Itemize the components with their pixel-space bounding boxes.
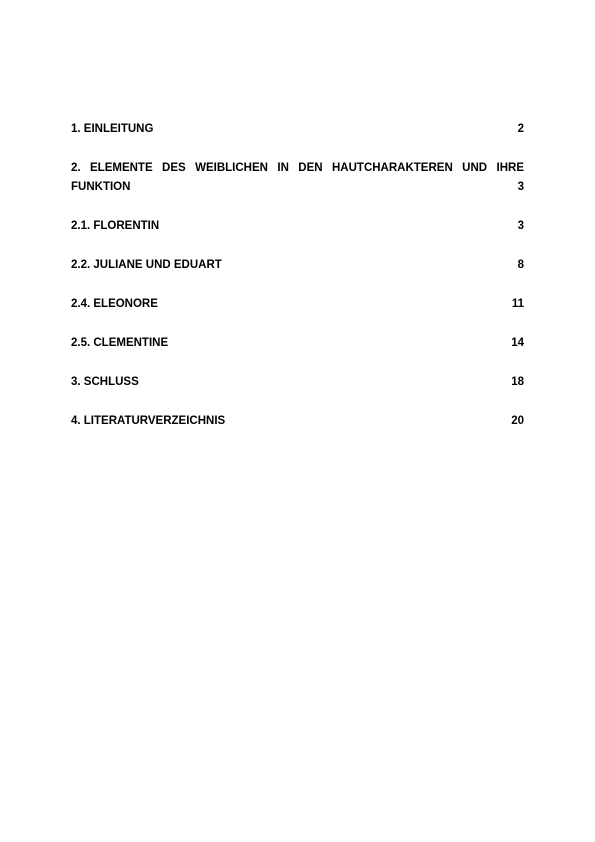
toc-entry-juliane-und-eduart[interactable] [71, 256, 524, 275]
toc-entry-title: 4. LITERATURVERZEICHNIS [71, 415, 226, 427]
toc-entry-florentin[interactable] [71, 217, 524, 236]
toc-entry-title: 2.5. CLEMENTINE [71, 337, 169, 349]
toc-entry-eleonore[interactable] [71, 295, 524, 314]
table-of-contents [71, 120, 524, 451]
toc-entry-page: 14 [511, 337, 524, 349]
toc-entry-page: 2 [517, 123, 524, 135]
toc-entry-page: 8 [517, 259, 524, 271]
toc-entry-page: 18 [511, 376, 524, 388]
toc-entry-page: 11 [511, 298, 524, 310]
toc-entry-line2 [71, 178, 524, 197]
toc-entry-einleitung[interactable] [71, 120, 524, 139]
toc-entry-title: 3. SCHLUSS [71, 376, 139, 388]
toc-entry-title: 2.1. FLORENTIN [71, 220, 160, 232]
toc-entry-page: 3 [517, 181, 524, 193]
toc-entry-clementine[interactable] [71, 334, 524, 353]
toc-entry-page: 20 [511, 415, 524, 427]
toc-entry-page: 3 [517, 220, 524, 232]
toc-entry-schluss[interactable] [71, 373, 524, 392]
toc-entry-title: 2.2. JULIANE UND EDUART [71, 259, 222, 271]
toc-entry-title: 1. EINLEITUNG [71, 123, 154, 135]
toc-entry-title-line2: FUNKTION [71, 181, 131, 193]
toc-entry-title: 2.4. ELEONORE [71, 298, 158, 310]
toc-entry-elemente[interactable] [71, 159, 524, 197]
toc-entry-title-line1: 2. ELEMENTE DES WEIBLICHEN IN DEN HAUTCHARAKTEREN UND IHRE [71, 162, 524, 174]
toc-entry-literaturverzeichnis[interactable] [71, 412, 524, 431]
